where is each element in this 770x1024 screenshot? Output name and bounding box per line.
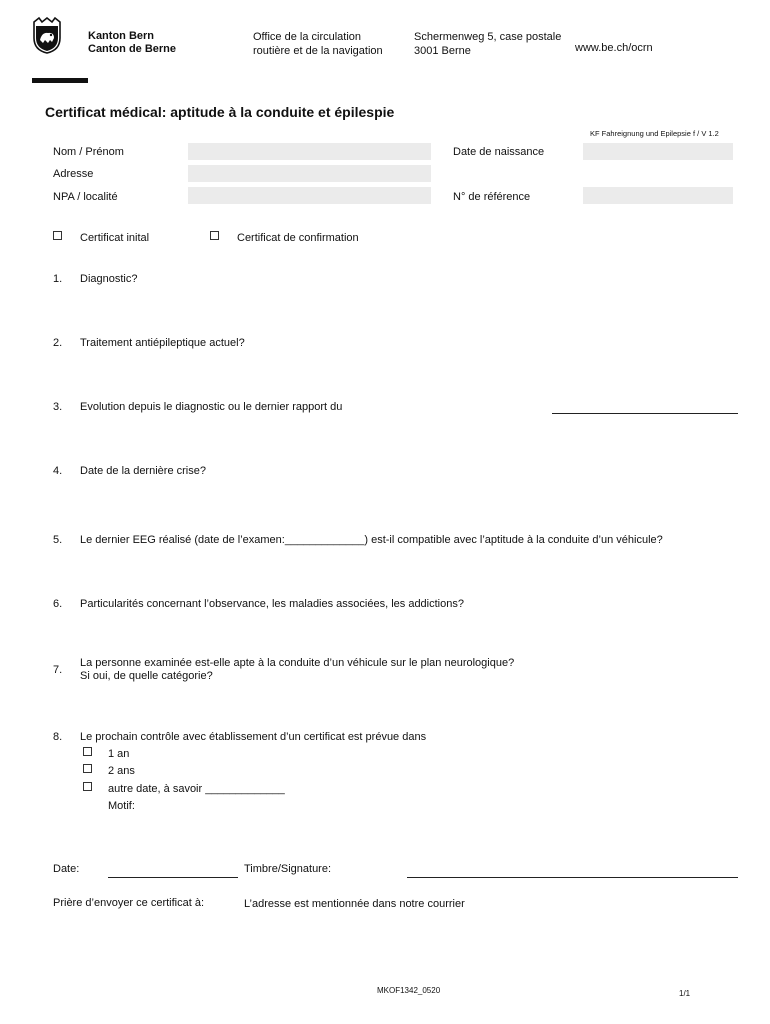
address-field[interactable] [188,165,431,182]
coat-of-arms-logo [32,16,62,54]
reference-label: N° de référence [453,191,531,203]
canton-name-fr: Canton de Berne [88,43,177,55]
website: www.be.ch/ocrn [575,42,653,54]
question-7-number: 7. [53,664,63,676]
version-label: KF Fahreignung und Epilepsie f / V 1.2 [590,129,719,138]
question-5-text: Le dernier EEG réalisé (date de l’examen:_____________) est-il compatible avec l’aptitude à la conduite d’un véhicule? [80,534,663,546]
checkbox-2-years[interactable] [83,764,92,777]
question-7-text-line-2: Si oui, de quelle catégorie? [80,670,213,682]
checkbox-other-date[interactable] [83,782,92,795]
date-line[interactable] [108,877,238,878]
question-1-number: 1. [53,273,63,285]
question-3-text: Evolution depuis le diagnostic ou le dernier rapport du [80,401,343,413]
name-label: Nom / Prénom [53,146,124,158]
question-2-text: Traitement antiépileptique actuel? [80,337,245,349]
question-7-text-line-1: La personne examinée est-elle apte à la conduite d’un véhicule sur le plan neurologique? [80,657,515,669]
question-8-number: 8. [53,731,63,743]
option-1-year-label: 1 an [108,748,130,760]
date-label: Date: [53,863,80,875]
signature-line[interactable] [407,877,738,878]
question-3-date-line[interactable] [552,413,738,414]
locality-field[interactable] [188,187,431,204]
question-6-text: Particularités concernant l’observance, les maladies associées, les addictions? [80,598,464,610]
locality-label: NPA / localité [53,191,118,203]
checkbox-1-year[interactable] [83,747,92,760]
logo-bar [32,78,88,83]
page-title: Certificat médical: aptitude à la conduite et épilespie [45,104,395,120]
option-other-date-label: autre date, à savoir _____________ [108,783,285,795]
question-6-number: 6. [53,598,63,610]
checkbox-initial[interactable] [53,231,62,244]
question-1-text: Diagnostic? [80,273,138,285]
question-3-number: 3. [53,401,63,413]
send-to-text: L’adresse est mentionnée dans notre courrier [244,898,465,910]
checkbox-confirmation[interactable] [210,231,219,244]
cert-confirmation-label: Certificat de confirmation [237,232,359,244]
send-to-label: Prière d’envoyer ce certificat à: [53,897,205,909]
page-number: 1/1 [679,989,691,998]
question-2-number: 2. [53,337,63,349]
question-4-number: 4. [53,465,63,477]
question-4-text: Date de la dernière crise? [80,465,206,477]
motif-label: Motif: [108,800,135,812]
dob-field[interactable] [583,143,733,160]
dob-label: Date de naissance [453,146,545,158]
question-5-number: 5. [53,534,63,546]
name-field[interactable] [188,143,431,160]
reference-field[interactable] [583,187,733,204]
cert-initial-label: Certificat inital [80,232,150,244]
canton-name-de: Kanton Bern [88,30,154,42]
address-label: Adresse [53,168,94,180]
question-8-text: Le prochain contrôle avec établissement d’un certificat est prévue dans [80,731,427,743]
address-line-2: 3001 Berne [414,45,471,57]
stamp-signature-label: Timbre/Signature: [244,863,332,875]
address-line-1: Schermenweg 5, case postale [414,31,562,43]
form-code: MKOF1342_0520 [377,986,441,995]
option-2-years-label: 2 ans [108,765,135,777]
office-line-2: routière et de la navigation [253,45,383,57]
office-line-1: Office de la circulation [253,31,362,43]
